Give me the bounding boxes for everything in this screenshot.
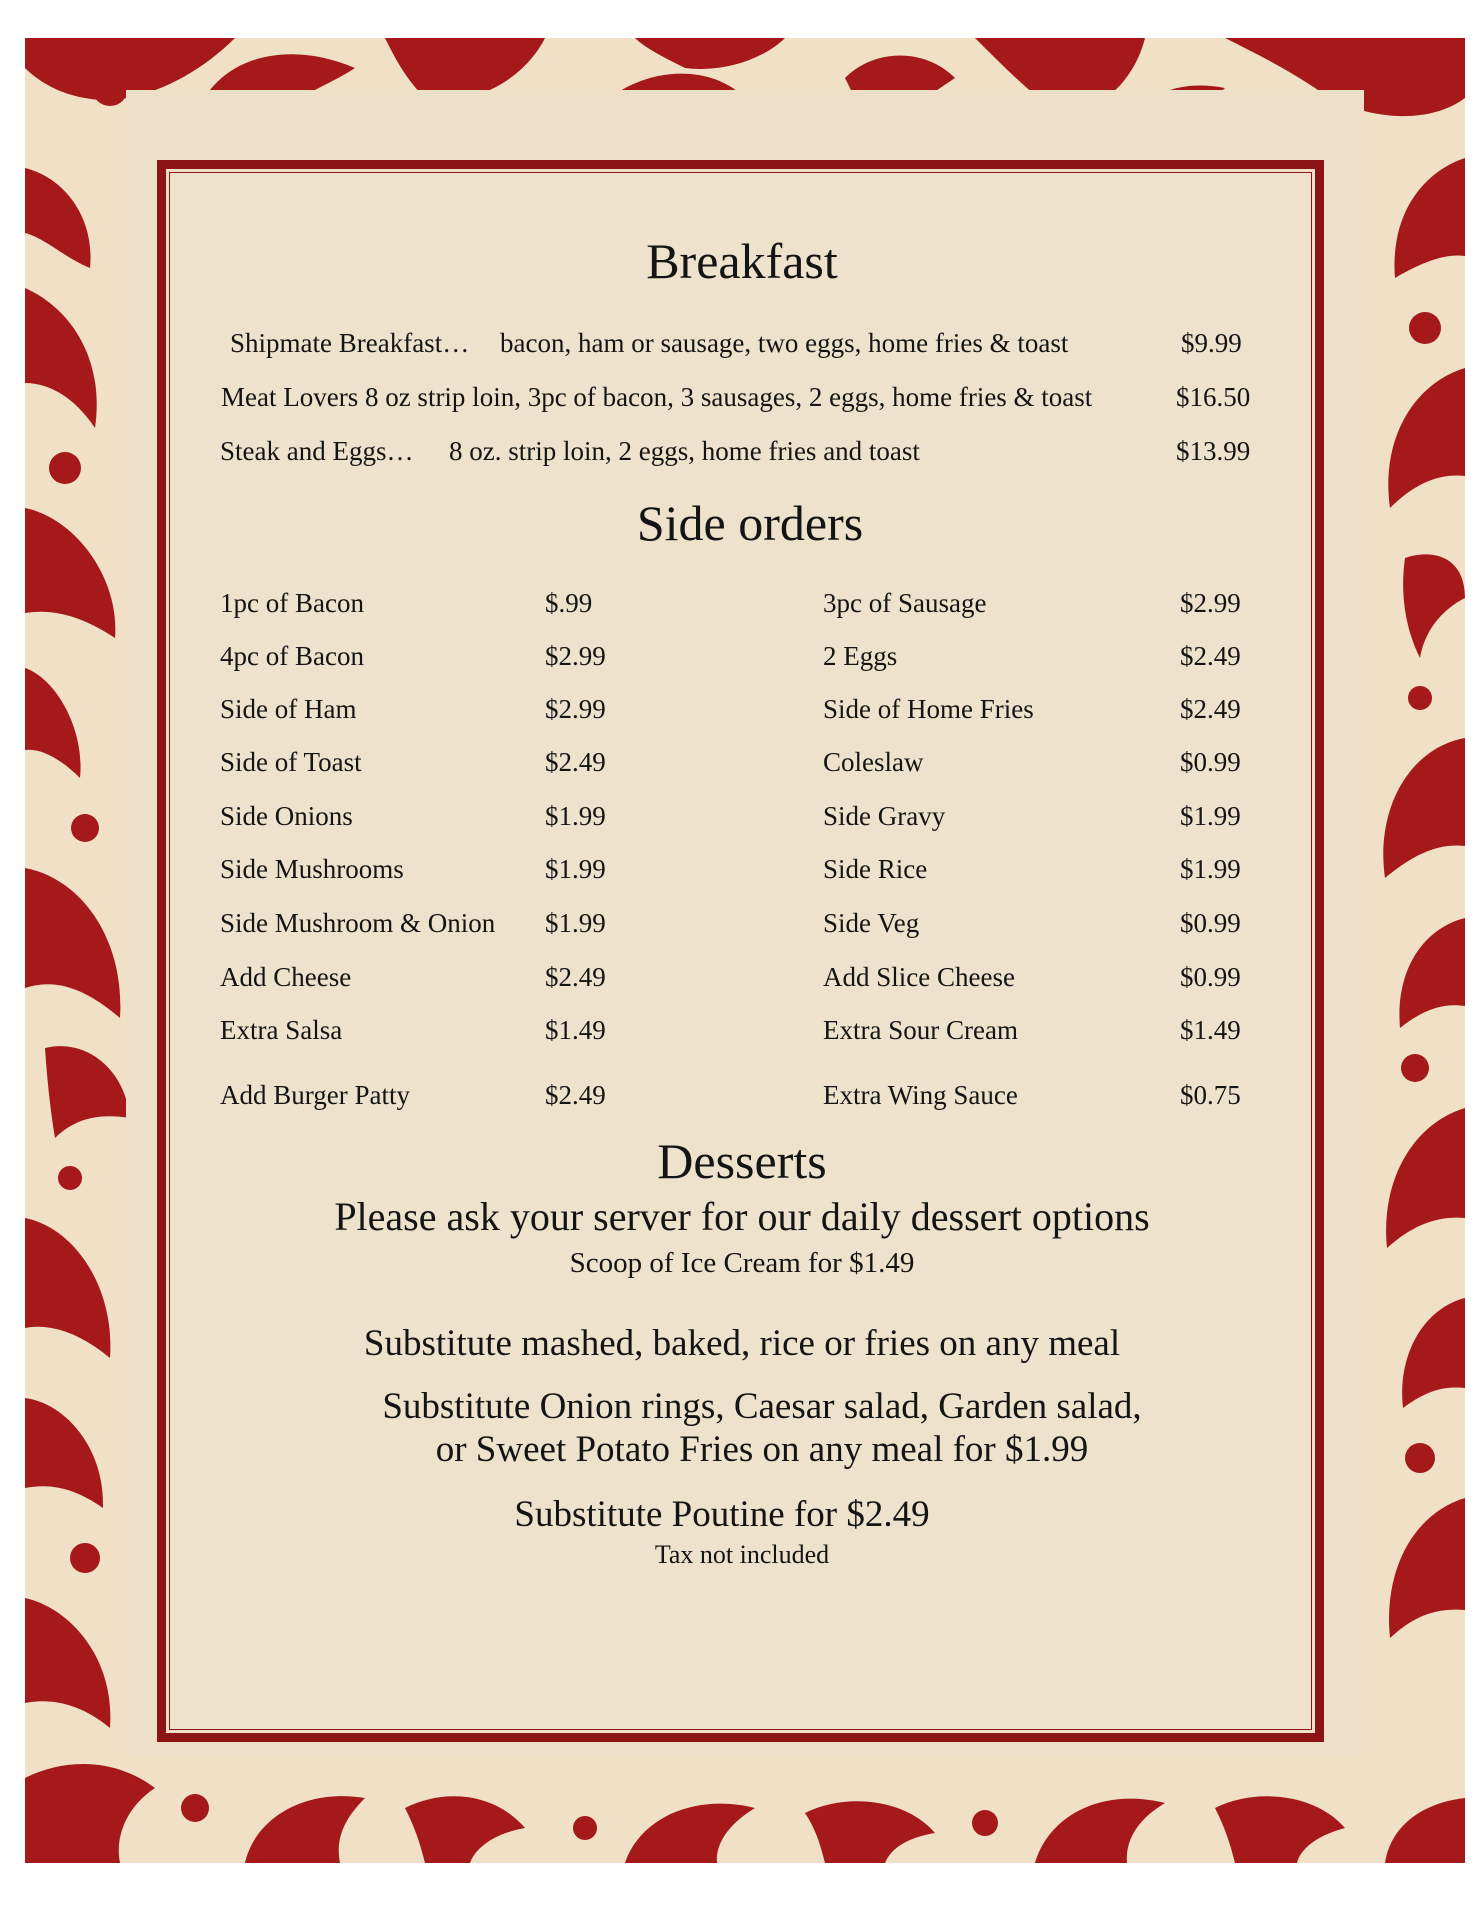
side-item-name: Coleslaw [823,747,924,777]
side-item-price: $1.99 [545,908,606,938]
ice-cream-line: Scoop of Ice Cream for $1.49 [569,1247,915,1279]
side-item-name: 1pc of Bacon [220,588,364,618]
substitute-sides-line: Substitute mashed, baked, rice or fries on any meal [363,1323,1121,1364]
side-item-name: 2 Eggs [823,641,898,671]
side-item-price: $1.99 [1180,801,1241,831]
side-item-price: $2.49 [545,1080,606,1110]
side-item-price: $2.49 [1180,641,1241,671]
substitute-premium-line: Substitute Onion rings, Caesar salad, Garden salad, [382,1386,1142,1427]
side-item-price: $2.99 [545,694,606,724]
side-item-name: Side Rice [823,854,928,884]
side-item-name: Side of Home Fries [823,694,1034,724]
side-item-name: 4pc of Bacon [220,641,364,671]
substitute-premium-line: or Sweet Potato Fries on any meal for $1.99 [435,1429,1089,1470]
breakfast-item-price: $13.99 [1176,436,1251,466]
side-item-name: Side Mushrooms [220,854,404,884]
side-item-name: Add Burger Patty [220,1080,410,1110]
side-item-price: $2.49 [545,747,606,777]
side-item-name: Side of Toast [220,747,362,777]
side-item-price: $1.99 [545,801,606,831]
side-item-price: $0.75 [1180,1080,1241,1110]
breakfast-item-price: $16.50 [1176,382,1251,412]
breakfast-item-name: Steak and Eggs… [220,436,414,466]
side-item-name: Add Slice Cheese [823,962,1015,992]
side-item-name: 3pc of Sausage [823,588,987,618]
side-item-price: $2.99 [545,641,606,671]
breakfast-item-desc: 8 oz. strip loin, 2 eggs, home fries and toast [449,436,920,466]
side-item-price: $0.99 [1180,962,1241,992]
side-item-price: $1.99 [1180,854,1241,884]
breakfast-item-name: Meat Lovers 8 oz strip loin, 3pc of bacon, 3 sausages, 2 eggs, home fries & toast [221,382,1093,412]
substitute-poutine-line: Substitute Poutine for $2.49 [514,1494,930,1535]
side-item-price: $0.99 [1180,908,1241,938]
breakfast-item-desc: bacon, ham or sausage, two eggs, home fries & toast [500,328,1069,358]
side-item-price: $0.99 [1180,747,1241,777]
breakfast-title: Breakfast [646,233,838,289]
side-item-name: Side Onions [220,801,353,831]
side-orders-title: Side orders [636,495,864,551]
side-item-price: $2.49 [545,962,606,992]
side-item-price: $1.99 [545,854,606,884]
side-item-name: Side Mushroom & Onion [220,908,496,938]
breakfast-item-name: Shipmate Breakfast… [230,328,470,358]
tax-note: Tax not included [654,1540,830,1569]
side-item-name: Side of Ham [220,694,357,724]
side-item-price: $2.99 [1180,588,1241,618]
side-item-name: Add Cheese [220,962,352,992]
breakfast-item-price: $9.99 [1181,328,1242,358]
side-item-price: $2.49 [1180,694,1241,724]
side-item-name: Side Gravy [823,801,946,831]
desserts-title: Desserts [657,1133,827,1189]
side-item-price: $1.49 [1180,1015,1241,1045]
side-item-name: Extra Wing Sauce [823,1080,1018,1110]
side-item-name: Extra Sour Cream [823,1015,1018,1045]
side-item-price: $1.49 [545,1015,606,1045]
side-item-name: Extra Salsa [220,1015,343,1045]
side-item-price: $.99 [545,588,593,618]
desserts-note: Please ask your server for our daily dessert options [334,1194,1150,1239]
side-item-name: Side Veg [823,908,920,938]
